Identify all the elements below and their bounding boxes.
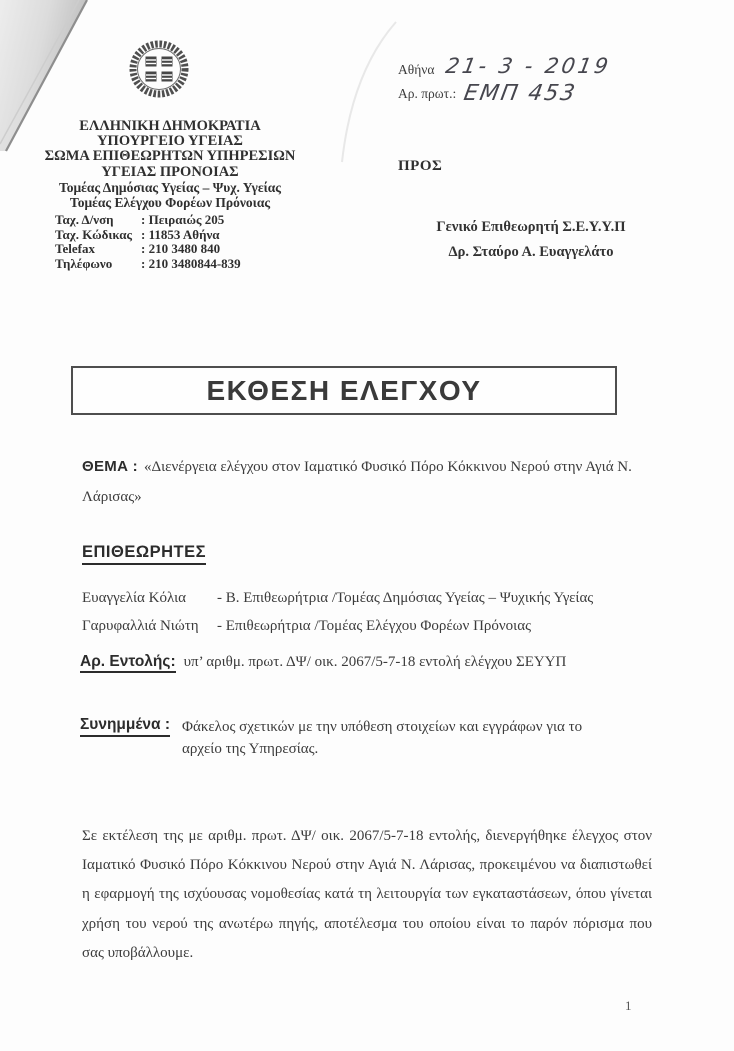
contact-label: Τηλέφωνο: [55, 256, 113, 271]
inspector-name: Γαρυφαλλιά Νιώτη: [82, 617, 199, 634]
report-title: ΕΚΘΕΣΗ ΕΛΕΓΧΟΥ: [206, 374, 482, 406]
org-line: ΕΛΛΗΝΙΚΗ ΔΗΜΟΚΡΑΤΙΑ: [79, 118, 261, 134]
to-label: ΠΡΟΣ: [398, 158, 443, 174]
handwritten-protocol-number: ΕΜΠ 453: [462, 81, 579, 106]
attachments-label: Συνημμένα :: [80, 716, 170, 737]
attachments-line: Φάκελος σχετικών με την υπόθεση στοιχείων και εγγράφων για το: [182, 719, 583, 735]
report-title-box: [71, 366, 617, 415]
recipient-line: Δρ. Σταύρο Α. Ευαγγελάτο: [448, 244, 614, 260]
attachments-text: [182, 716, 582, 760]
contact-value: : 210 3480844-839: [141, 256, 241, 271]
inspector-role: - Β. Επιθεωρήτρια /Τομέας Δημόσιας Υγείας – Ψυχικής Υγείας: [217, 590, 594, 606]
attachments-line: αρχείο της Υπηρεσίας.: [182, 740, 319, 757]
contact-label: Ταχ. Δ/νση: [55, 212, 114, 228]
greek-state-emblem-icon: [129, 40, 189, 99]
contact-row: [55, 257, 304, 272]
contact-row: [55, 228, 304, 243]
org-line: ΥΓΕΙΑΣ ΠΡΟΝΟΙΑΣ: [101, 163, 239, 180]
inspectors-heading: ΕΠΙΘΕΩΡΗΤΕΣ: [82, 543, 206, 565]
contact-label: Ταχ. Κώδικας: [55, 226, 132, 242]
handwritten-date: 21- 3 - 2019: [444, 54, 614, 78]
recipient-line: Γενικό Επιθεωρητή Σ.Ε.Υ.Υ.Π: [436, 219, 626, 235]
org-line: ΣΩΜΑ ΕΠΙΘΕΩΡΗΤΩΝ ΥΠΗΡΕΣΙΩΝ: [44, 148, 296, 165]
date-label: Αθήνα: [398, 62, 435, 77]
attachments-block: [80, 716, 582, 760]
contact-value: : 11853 Αθήνα: [141, 226, 220, 242]
contact-label: Telefax: [55, 241, 95, 257]
contact-info: [36, 213, 304, 271]
body-paragraph: Σε εκτέλεση της με αριθμ. πρωτ. ΔΨ/ οικ. 2067/5-7-18 εντολής, διενεργήθηκε έλεγχος στον Ιαματικό Φυσικό Πόρο Κόκκινου Νερού στην Αγιά Ν. Λάρισας, προκειμένου να διαπιστωθεί η εφαρμογή της ισχύουσας νομοθεσίας κατά τη λειτουργία των εγκαταστάσεων, όπου γίνεται χρήση του νερού της ανωτέρω πηγής, αποτέλεσμα του οποίου είναι το παρόν πόρισμα που σας υποβάλλουμε.: [82, 828, 652, 961]
protocol-label: Αρ. πρωτ.:: [398, 86, 457, 101]
inspector-row: [82, 585, 662, 613]
recipient-block: [400, 215, 662, 265]
letterhead: [36, 119, 304, 272]
org-line: ΥΠΟΥΡΓΕΙΟ ΥΓΕΙΑΣ: [97, 133, 243, 150]
subject-text: «Διενέργεια ελέγχου στον Ιαματικό Φυσικό Πόρο Κόκκινου Νερού στην Αγιά Ν. Λάρισας»: [82, 459, 632, 505]
date-row: [398, 54, 614, 81]
contact-row: [55, 242, 304, 257]
inspector-row: [82, 613, 662, 641]
contact-value: : Πειραιώς 205: [141, 212, 225, 228]
inspector-name: Ευαγγελία Κόλια: [82, 590, 186, 606]
sector-line: Τομέας Δημόσιας Υγείας – Ψυχ. Υγείας: [58, 179, 281, 195]
order-label: Αρ. Εντολής:: [80, 653, 176, 673]
subject-label: ΘΕΜΑ :: [82, 458, 138, 475]
page-number: 1: [625, 998, 632, 1013]
date-protocol-block: [398, 54, 614, 108]
contact-value: : 210 3480 840: [141, 241, 221, 257]
order-line: [80, 653, 680, 671]
inspectors-list: [82, 585, 662, 640]
subject-paragraph: [82, 452, 642, 512]
order-text: υπ’ αριθμ. πρωτ. ΔΨ/ οικ. 2067/5-7-18 εντολή ελέγχου ΣΕΥΥΠ: [183, 654, 567, 670]
inspector-role: - Επιθεωρήτρια /Τομέας Ελέγχου Φορέων Πρόνοιας: [217, 617, 532, 634]
sector-line: Τομέας Ελέγχου Φορέων Πρόνοιας: [69, 195, 271, 211]
contact-row: [55, 213, 304, 228]
protocol-row: [398, 81, 611, 108]
